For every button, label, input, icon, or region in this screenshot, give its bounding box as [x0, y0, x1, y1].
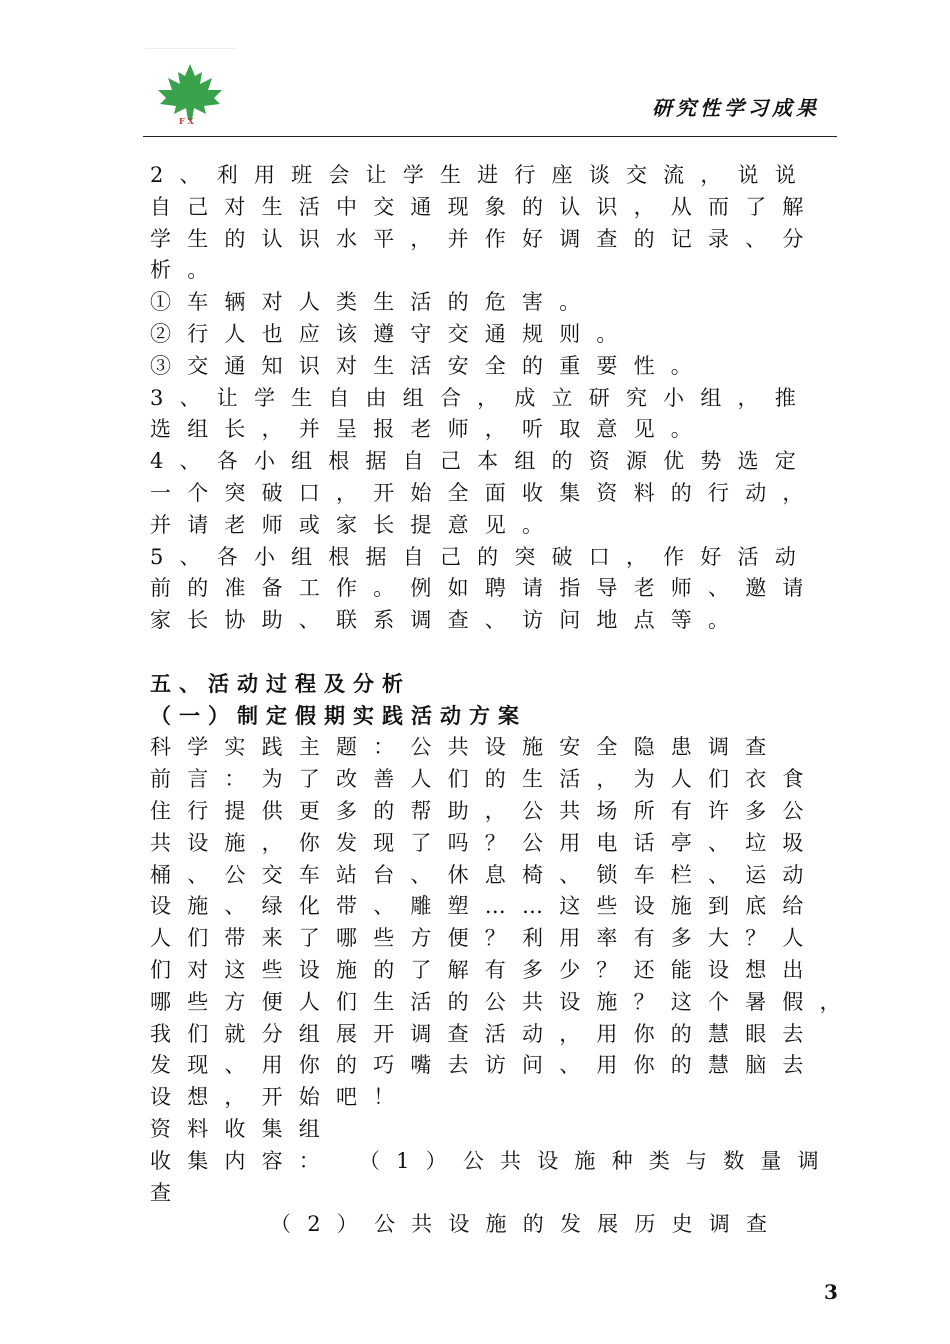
text-line: 一个突破口，开始全面收集资料的行动，: [150, 480, 820, 505]
text-line: 收集内容： （1）公共设施种类与数量调: [150, 1148, 835, 1173]
svg-text:F X: F X: [179, 116, 194, 126]
text-line: 住行提供更多的帮助，公共场所有许多公: [150, 798, 820, 823]
subsection-heading: （一）制定假期实践活动方案: [150, 703, 527, 728]
text-line: 设施、绿化带、雕塑……这些设施到底给: [150, 894, 820, 919]
text-line: 2、利用班会让学生进行座谈交流，说说: [150, 163, 812, 187]
text-line: 共设施，你发现了吗？公用电话亭、垃圾: [150, 830, 820, 855]
section-heading: 五、活动过程及分析: [150, 671, 411, 696]
page-number: 3: [824, 1280, 838, 1304]
text-line: 家长协助、联系调查、访问地点等。: [150, 608, 746, 633]
text-line: 自己对生活中交通现象的认识，从而了解: [150, 194, 820, 219]
document-body: [150, 160, 857, 1241]
text-line: 前的准备工作。例如聘请指导老师、邀请: [150, 576, 820, 601]
text-line: 3、让学生自由组合，成立研究小组，推: [150, 385, 812, 410]
text-line: 科学实践主题：公共设施安全隐患调查: [150, 735, 783, 760]
text-line: 学生的认识水平，并作好调查的记录、分: [150, 226, 820, 251]
text-line: 我们就分组展开调查活动，用你的慧眼去: [150, 1021, 820, 1046]
top-faint-rule: [145, 48, 237, 49]
text-line: ①车辆对人类生活的危害。: [150, 290, 597, 315]
text-line: 前言：为了改善人们的生活，为人们衣食: [150, 767, 820, 792]
maple-leaf-icon: [150, 62, 230, 126]
text-line: 选组长，并呈报老师，听取意见。: [150, 417, 708, 442]
text-line: ③交通知识对生活安全的重要性。: [150, 353, 708, 378]
text-line: 并请老师或家长提意见。: [150, 512, 560, 537]
text-line: 析。: [150, 258, 225, 283]
text-line: 查: [150, 1180, 188, 1205]
text-line: 们对这些设施的了解有多少？还能设想出: [150, 957, 820, 982]
text-line: 发现、用你的巧嘴去访问、用你的慧脑去: [150, 1053, 820, 1078]
text-line: 哪些方便人们生活的公共设施？这个暑假，: [150, 989, 857, 1014]
text-line: （2）公共设施的发展历史调查: [270, 1212, 784, 1237]
text-line: 人们带来了哪些方便？利用率有多大？人: [150, 926, 820, 951]
text-line: 5、各小组根据自己的突破口，作好活动: [150, 544, 812, 569]
text-line: ②行人也应该遵守交通规则。: [150, 321, 634, 346]
header-title: 研究性学习成果: [652, 96, 820, 120]
text-line: 资料收集组: [150, 1116, 336, 1141]
header-divider: [143, 136, 837, 137]
maple-leaf-logo: [150, 62, 230, 126]
text-line: 设想，开始吧！: [150, 1085, 411, 1110]
text-line: 桶、公交车站台、休息椅、锁车栏、运动: [150, 862, 820, 887]
blank-line: [150, 637, 840, 669]
text-line: 4、各小组根据自己本组的资源优势选定: [150, 449, 812, 474]
